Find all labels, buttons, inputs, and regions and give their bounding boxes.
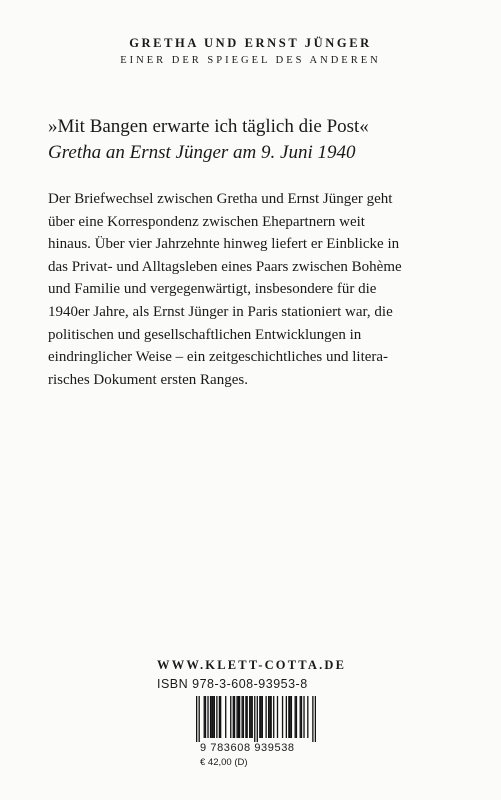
blurb-line: 1940er Jahre, als Ernst Jünger in Paris stationiert war, die (48, 303, 393, 320)
author-names: GRETHA UND ERNST JÜNGER (129, 36, 372, 50)
blurb-line: Der Briefwechsel zwischen Gretha und Ernst Jünger geht (48, 191, 393, 207)
price-label: € 42,00 (D) (200, 757, 248, 768)
blurb-line: und Familie und vergegenwärtigt, insbesondere für die (48, 281, 377, 298)
barcode-digits: 9 783608 939538 (200, 742, 295, 754)
publisher-website: WWW.KLETT-COTTA.DE (157, 658, 347, 672)
blurb-line: hinaus. Über vier Jahrzehnte hinweg liefert er Einblicke in (48, 236, 400, 253)
blurb-line: politischen und gesellschaftlichen Entwicklungen in (48, 326, 362, 343)
blurb-line: das Privat- und Alltagsleben eines Paars zwischen Bohème (48, 258, 402, 275)
cover-quote: »Mit Bangen erwarte ich täglich die Post« (48, 116, 369, 137)
barcode-icon (196, 696, 316, 742)
quote-source: Gretha an Ernst Jünger am 9. Juni 1940 (48, 142, 356, 163)
book-subtitle: EINER DER SPIEGEL DES ANDEREN (120, 55, 381, 66)
blurb-line: eindringlicher Weise – ein zeitgeschichtliches und litera- (48, 349, 389, 366)
blurb-text (48, 188, 478, 391)
blurb-line: risches Dokument ersten Ranges. (48, 371, 248, 388)
isbn-number: ISBN 978-3-608-93953-8 (157, 677, 308, 691)
blurb-line: über eine Korrespondenz zwischen Ehepartnern weit (48, 213, 365, 230)
